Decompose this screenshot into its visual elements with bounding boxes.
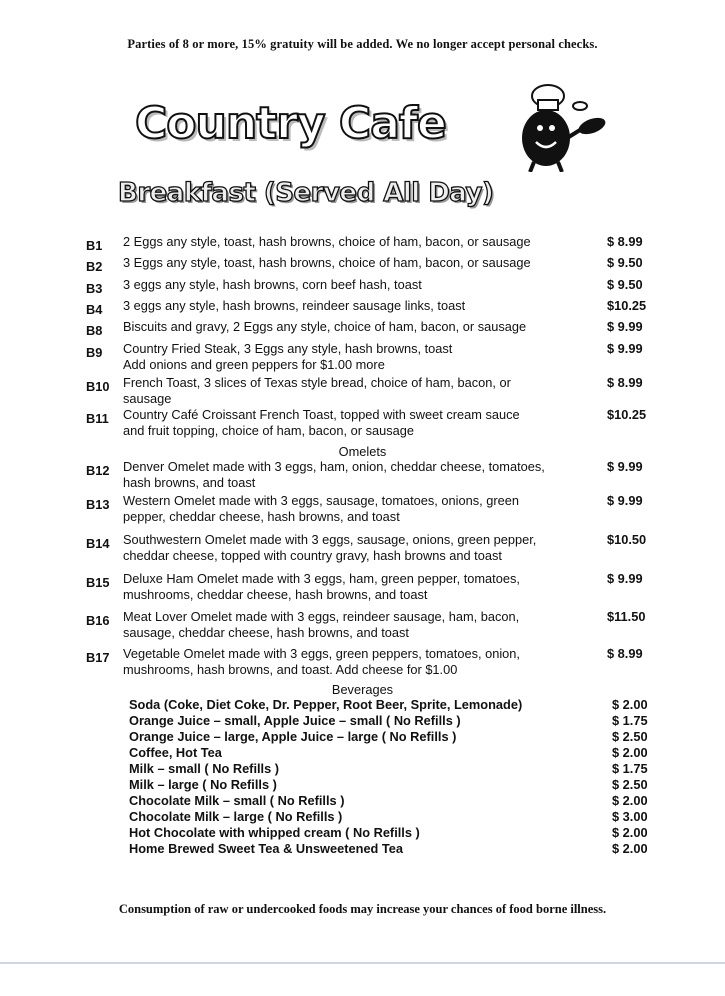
item-description: Coffee, Hot Tea <box>129 745 222 760</box>
item-code: B15 <box>86 575 110 590</box>
item-description: Western Omelet made with 3 eggs, sausage, tomatoes, onions, green pepper, cheddar cheese, hash browns, and toast <box>123 493 519 524</box>
item-price: $ 9.99 <box>607 493 643 508</box>
item-description: Meat Lover Omelet made with 3 eggs, reindeer sausage, ham, bacon, sausage, cheddar cheese, hash browns, and toast <box>123 609 520 640</box>
item-description: Country Fried Steak, 3 Eggs any style, hash browns, toast Add onions and green peppers for $1.00 more <box>123 341 453 372</box>
item-price: $ 8.99 <box>607 646 643 661</box>
item-description: 3 eggs any style, hash browns, corn beef hash, toast <box>123 277 422 292</box>
item-description: Chocolate Milk – large ( No Refills ) <box>129 809 343 824</box>
item-price: $ 2.00 <box>612 697 648 712</box>
item-description: Biscuits and gravy, 2 Eggs any style, choice of ham, bacon, or sausage <box>123 319 527 334</box>
breakfast-subtitle: Breakfast (Served All Day) <box>118 178 494 208</box>
page-edge-line <box>0 962 725 964</box>
item-price: $10.25 <box>607 407 647 422</box>
item-description: 3 eggs any style, hash browns, reindeer sausage links, toast <box>123 298 466 313</box>
chef-illustration <box>510 82 610 172</box>
item-price: $ 3.00 <box>612 809 648 824</box>
item-description: 3 Eggs any style, toast, hash browns, choice of ham, bacon, or sausage <box>123 255 531 270</box>
item-price: $ 2.00 <box>612 825 648 840</box>
item-description: 2 Eggs any style, toast, hash browns, choice of ham, bacon, or sausage <box>123 234 531 249</box>
item-description: Country Café Croissant French Toast, topped with sweet cream sauce and fruit topping, choice of ham, bacon, or sausage <box>123 407 520 438</box>
food-safety-notice: Consumption of raw or undercooked foods may increase your chances of food borne illness. <box>118 902 607 916</box>
item-code: B14 <box>86 536 110 551</box>
item-price: $ 8.99 <box>607 234 643 249</box>
item-price: $10.50 <box>607 532 647 547</box>
item-description: French Toast, 3 slices of Texas style bread, choice of ham, bacon, or sausage <box>123 375 511 406</box>
item-description: Orange Juice – small, Apple Juice – small ( No Refills ) <box>129 713 461 728</box>
item-code: B8 <box>86 323 103 338</box>
item-description: Milk – small ( No Refills ) <box>129 761 280 776</box>
item-description: Hot Chocolate with whipped cream ( No Refills ) <box>129 825 420 840</box>
item-price: $ 9.99 <box>607 341 643 356</box>
item-description: Chocolate Milk – small ( No Refills ) <box>129 793 345 808</box>
item-price: $ 2.50 <box>612 729 648 744</box>
item-description: Soda (Coke, Diet Coke, Dr. Pepper, Root Beer, Sprite, Lemonade) <box>129 697 523 712</box>
item-description: Vegetable Omelet made with 3 eggs, green peppers, tomatoes, onion, mushrooms, hash browns, and toast. Add cheese for $1.00 <box>123 646 520 677</box>
item-description: Denver Omelet made with 3 eggs, ham, onion, cheddar cheese, tomatoes, hash browns, and toast <box>123 459 545 490</box>
item-code: B17 <box>86 650 110 665</box>
item-price: $ 1.75 <box>612 761 648 776</box>
item-description: Orange Juice – large, Apple Juice – large ( No Refills ) <box>129 729 457 744</box>
beverages-heading: Beverages <box>331 682 394 697</box>
item-price: $ 9.50 <box>607 255 643 270</box>
omelets-heading: Omelets <box>338 444 387 459</box>
item-price: $ 2.00 <box>612 841 648 856</box>
item-code: B1 <box>86 238 103 253</box>
item-code: B3 <box>86 281 103 296</box>
item-price: $ 2.50 <box>612 777 648 792</box>
item-code: B12 <box>86 463 110 478</box>
gratuity-notice: Parties of 8 or more, 15% gratuity will be added. We no longer accept personal checks. <box>127 37 598 51</box>
item-price: $11.50 <box>607 609 646 624</box>
item-price: $ 9.50 <box>607 277 643 292</box>
item-price: $ 1.75 <box>612 713 648 728</box>
item-code: B11 <box>86 411 109 426</box>
cafe-title: Country Cafe <box>135 98 446 149</box>
item-description: Southwestern Omelet made with 3 eggs, sausage, onions, green pepper, cheddar cheese, topped with country gravy, hash browns and toast <box>123 532 537 563</box>
item-description: Deluxe Ham Omelet made with 3 eggs, ham, green pepper, tomatoes, mushrooms, cheddar cheese, hash browns, and toast <box>123 571 520 602</box>
item-code: B2 <box>86 259 103 274</box>
item-price: $ 8.99 <box>607 375 643 390</box>
item-price: $ 2.00 <box>612 745 648 760</box>
item-description: Home Brewed Sweet Tea & Unsweetened Tea <box>129 841 404 856</box>
item-price: $ 2.00 <box>612 793 648 808</box>
item-code: B16 <box>86 613 110 628</box>
item-price: $ 9.99 <box>607 319 643 334</box>
item-code: B4 <box>86 302 103 317</box>
item-price: $ 9.99 <box>607 571 643 586</box>
item-description: Milk – large ( No Refills ) <box>129 777 277 792</box>
item-price: $ 9.99 <box>607 459 643 474</box>
item-code: B13 <box>86 497 110 512</box>
item-code: B10 <box>86 379 110 394</box>
item-price: $10.25 <box>607 298 647 313</box>
item-code: B9 <box>86 345 103 360</box>
